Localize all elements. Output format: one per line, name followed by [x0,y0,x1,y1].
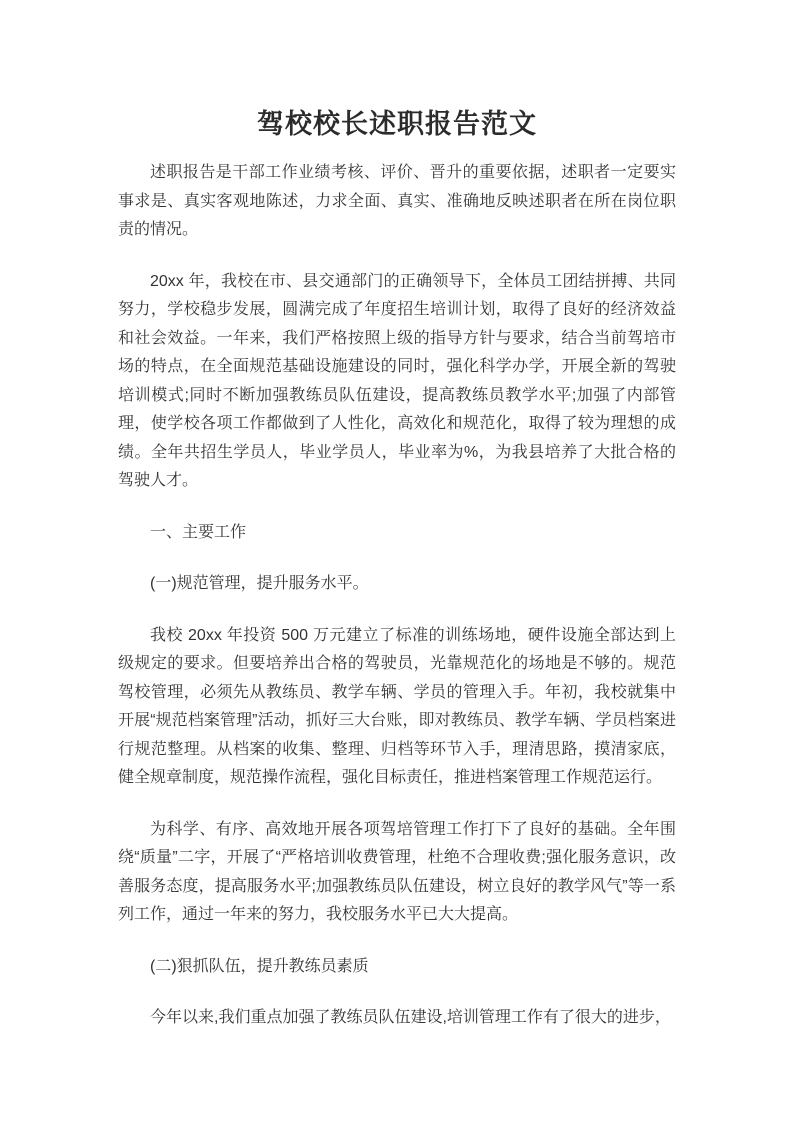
page-title: 驾校校长述职报告范文 [257,109,537,139]
paragraph-year-overview: 20xx 年，我校在市、县交通部门的正确领导下，全体员工团结拼搏、共同努力，学校稳步发展，圆满完成了年度招生培训计划，取得了良好的经济效益和社会效益。一年来，我们严格按照上级的指导方针与要求，结合当前驾培市场的特点，在全面规范基础设施建设的同时，强化科学办学，开展全新的驾驶培训模式;同时不断加强教练员队伍建设，提高教练员教学水平;加强了内部管理，使学校各项工作都做到了人性化，高效化和规范化，取得了较为理想的成绩。全年共招生学员人，毕业学员人，毕业率为%，为我县培养了大批合格的驾驶人才。 [118,272,676,489]
paragraph-intro: 述职报告是干部工作业绩考核、评价、晋升的重要依据，述职者一定要实事求是、真实客观地陈述，力求全面、真实、准确地反映述职者在所在岗位职责的情况。 [118,164,676,238]
subsection-heading-standard-management: (一)规范管理，提升服务水平。 [150,575,369,592]
section-heading-main-work: 一、主要工作 [150,523,247,541]
paragraph-training-ground-investment: 我校 20xx 年投资 500 万元建立了标准的训练场地，硬件设施全部达到上级规定的要求。但要培养出合格的驾驶员，光靠规范化的场地是不够的。规范驾校管理，必须先从教练员、教学车辆、学员的管理入手。年初，我校就集中开展“规范档案管理”活动，抓好三大台账，即对教练员、教学车辆、学员档案进行规范整理。从档案的收集、整理、归档等环节入手，理清思路，摸清家底，健全规章制度，规范操作流程，强化目标责任，推进档案管理工作规范运行。 [118,626,676,786]
subsection-heading-coach-team: (二)狠抓队伍，提升教练员素质 [150,957,369,975]
paragraph-quality-service: 为科学、有序、高效地开展各项驾培管理工作打下了良好的基础。全年围绕“质量”二字，开展了“严格培训收费管理，杜绝不合理收费;强化服务意识，改善服务态度，提高服务水平;加强教练员队伍建设，树立良好的教学风气”等一系列工作，通过一年来的努力，我校服务水平已大大提高。 [118,820,676,923]
paragraph-coach-team-progress: 今年以来,我们重点加强了教练员队伍建设,培训管理工作有了很大的进步， [150,1009,671,1026]
